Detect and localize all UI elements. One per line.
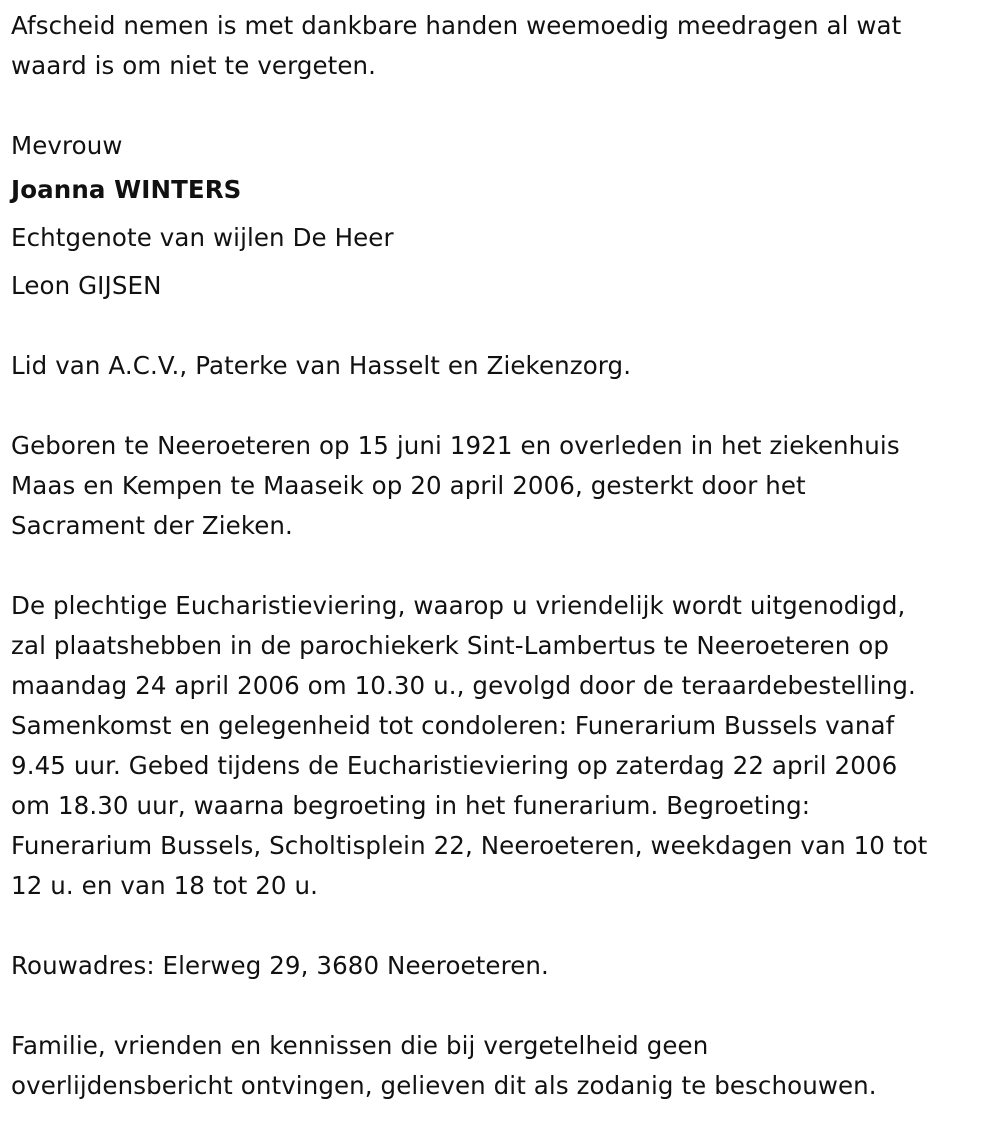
membership-paragraph [11, 346, 988, 386]
membership-line: Lid van A.C.V., Paterke van Hasselt en Ziekenzorg. [11, 351, 632, 380]
mourning-address: Rouwadres: Elerweg 29, 3680 Neeroeteren. [11, 951, 549, 980]
closing-line: Familie, vrienden en kennissen die bij vergetelheid geen [11, 1031, 709, 1060]
deceased-name: Joanna WINTERS [11, 175, 242, 204]
intro-line: Afscheid nemen is met dankbare handen weemoedig meedragen al wat [11, 11, 902, 40]
ceremony-line: zal plaatshebben in de parochiekerk Sint-Lambertus te Neeroeteren op [11, 631, 889, 660]
ceremony-line: om 18.30 uur, waarna begroeting in het funerarium. Begroeting: [11, 791, 811, 820]
relation-text: Echtgenote van wijlen De Heer [11, 223, 394, 252]
intro-paragraph [11, 6, 988, 86]
closing-line: overlijdensbericht ontvingen, gelieven dit als zodanig te beschouwen. [11, 1071, 877, 1100]
ceremony-line: De plechtige Eucharistieviering, waarop u vriendelijk wordt uitgenodigd, [11, 591, 906, 620]
intro-line: waard is om niet te vergeten. [11, 51, 377, 80]
ceremony-paragraph [11, 586, 988, 906]
birth-death-line: Sacrament der Zieken. [11, 511, 293, 540]
closing-paragraph [11, 1026, 988, 1106]
deceased-block [11, 126, 988, 310]
ceremony-line: 9.45 uur. Gebed tijdens de Eucharistieviering op zaterdag 22 april 2006 [11, 751, 898, 780]
birth-death-line: Maas en Kempen te Maaseik op 20 april 2006, gesterkt door het [11, 471, 806, 500]
birth-death-line: Geboren te Neeroeteren op 15 juni 1921 en overleden in het ziekenhuis [11, 431, 900, 460]
spouse-name: Leon GIJSEN [11, 271, 162, 300]
address-paragraph [11, 946, 988, 986]
birth-death-paragraph [11, 426, 988, 546]
ceremony-line: 12 u. en van 18 tot 20 u. [11, 871, 319, 900]
ceremony-line: Funerarium Bussels, Scholtisplein 22, Neeroeteren, weekdagen van 10 tot [11, 831, 928, 860]
salutation: Mevrouw [11, 131, 123, 160]
ceremony-line: Samenkomst en gelegenheid tot condoleren: Funerarium Bussels vanaf [11, 711, 895, 740]
ceremony-line: maandag 24 april 2006 om 10.30 u., gevolgd door de teraardebestelling. [11, 671, 916, 700]
